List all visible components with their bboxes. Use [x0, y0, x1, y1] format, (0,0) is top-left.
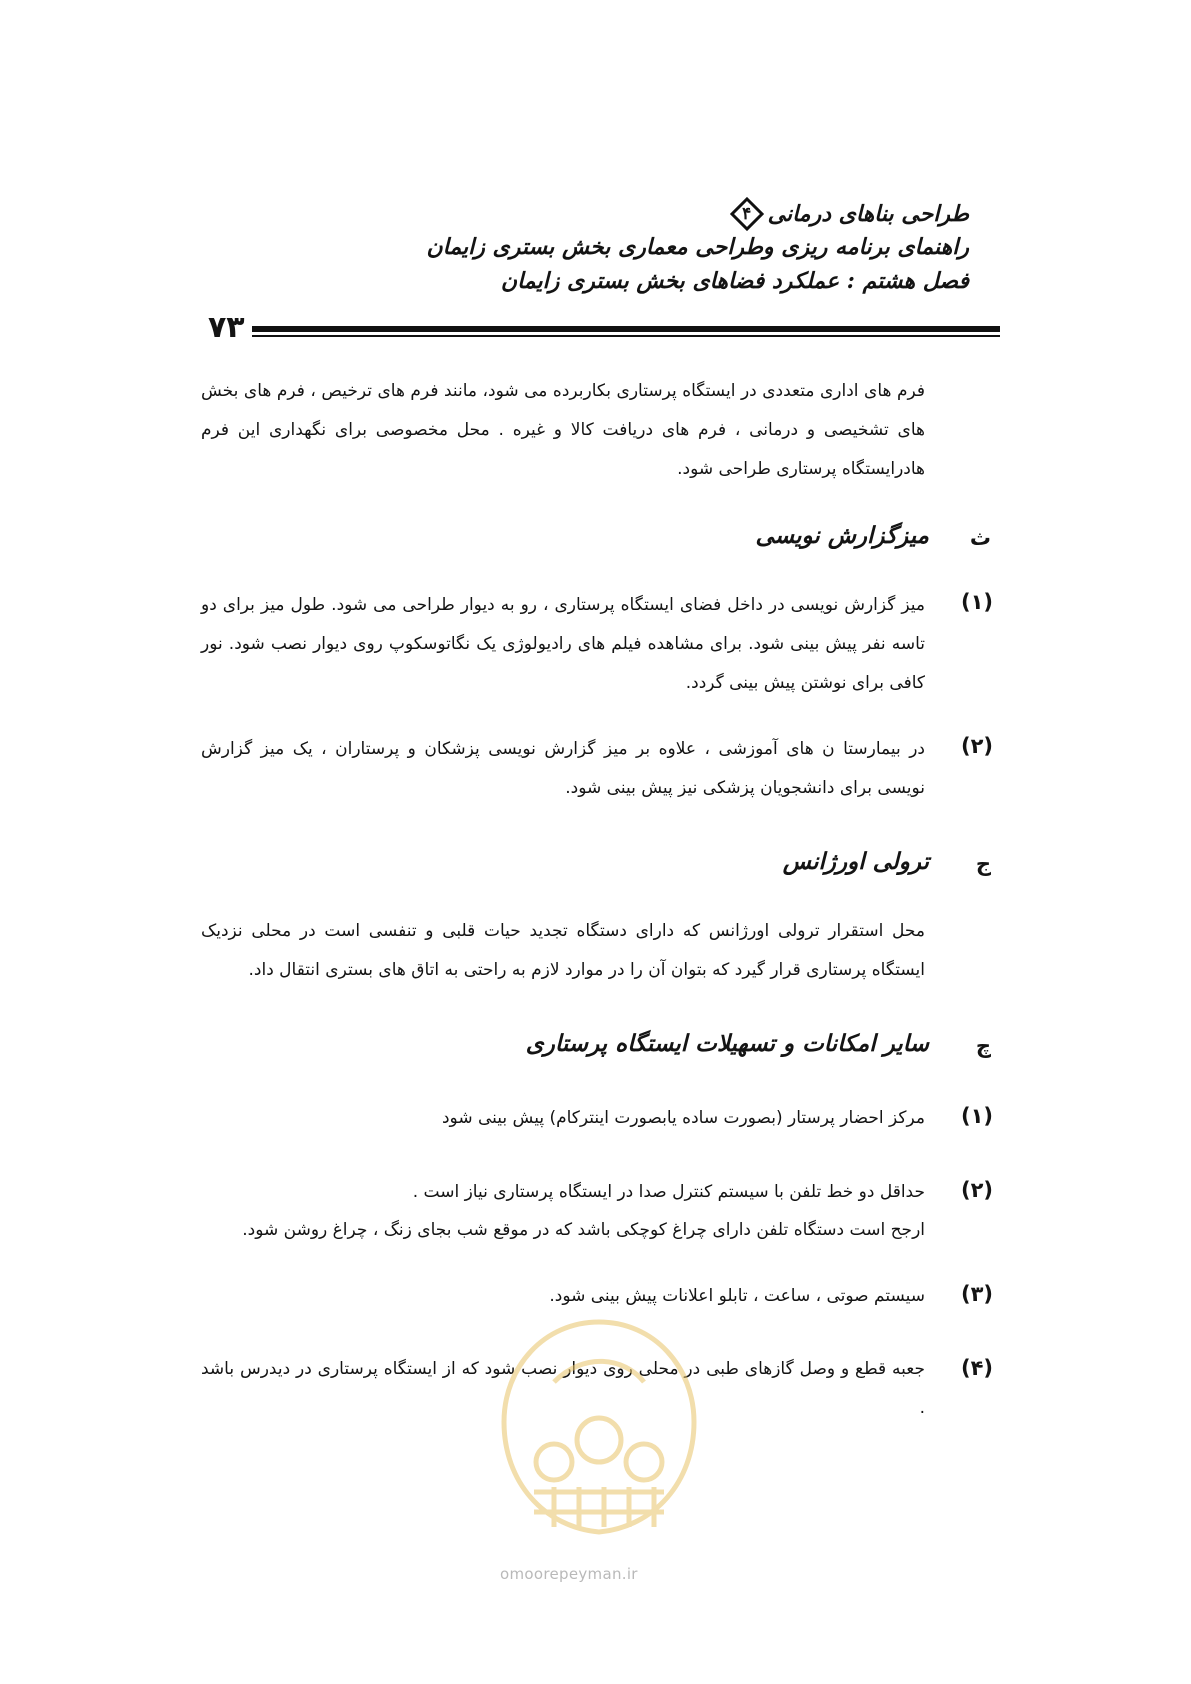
- section-heading-che: سایر امکانات و تسهیلات ایستگاه پرستاری: [525, 1030, 929, 1057]
- section-heading-jim: ترولی اورژانس: [782, 848, 929, 875]
- header-title-row: [730, 197, 969, 231]
- header-title: طراحی بناهای درمانی: [767, 201, 969, 227]
- item-number: (۳): [960, 1282, 993, 1306]
- item-number: (۱): [960, 1104, 993, 1128]
- header-chapter: فصل هشتم : عملکرد فضاهای بخش بستری زایمان: [500, 268, 969, 294]
- section-paragraph-jim: محل استقرار ترولی اورژانس که دارای دستگاه تجدید حیات قلبی و تنفسی است در محلی نزدیک ایستگاه پرستاری قرار گیرد که بتوان آن را در موارد لازم به راحتی به اتاق های بستری انتقال داد.: [201, 921, 925, 980]
- item-number: (۴): [960, 1356, 993, 1380]
- item-text: میز گزارش نویسی در داخل فضای ایستگاه پرستاری ، رو به دیوار طراحی می شود. طول میز برای دو تاسه نفر پیش بینی شود. برای مشاهده فیلم های رادیولوژی یک نگاتوسکوپ روی دیوار نصب شود. نور کافی برای نوشتن پیش بینی گردد.: [201, 595, 925, 693]
- volume-number: ۴: [742, 204, 752, 224]
- item-text: در بیمارستا ن های آموزشی ، علاوه بر میز گزارش نویسی پزشکان و پرستاران ، یک میز گزارش نویسی برای دانشجویان پزشکی نیز پیش بینی شود.: [201, 739, 925, 798]
- watermark-site: omoorepeyman.ir: [500, 1565, 638, 1583]
- section-letter-jim: ج: [975, 852, 991, 876]
- header-subtitle: راهنمای برنامه ریزی وطراحی معماری بخش بستری زایمان: [426, 234, 969, 260]
- header-rule-thin: [252, 335, 1000, 337]
- volume-badge: [730, 197, 764, 231]
- item-text: جعبه قطع و وصل گازهای طبی در محلی روی دیوار نصب شود که از ایستگاه پرستاری در دیدرس باشد .: [201, 1359, 925, 1418]
- item-number: (۲): [960, 734, 993, 758]
- section-letter-th: ث: [969, 526, 991, 550]
- page-number: ۷۳: [208, 310, 245, 345]
- section-heading-th: میزگزارش نویسی: [755, 522, 929, 549]
- header-rule: [252, 326, 1000, 332]
- item-number: (۲): [960, 1178, 993, 1202]
- item-text: مرکز احضار پرستار (بصورت ساده یابصورت اینترکام) پیش بینی شود: [441, 1108, 925, 1128]
- watermark-logo: [494, 1312, 704, 1542]
- item-text: سیستم صوتی ، ساعت ، تابلو اعلانات پیش بینی شود.: [549, 1286, 925, 1306]
- item-number: (۱): [960, 590, 993, 614]
- section-letter-che: چ: [975, 1034, 991, 1058]
- item-text-continuation: ارجح است دستگاه تلفن دارای چراغ کوچکی باشد که در موقع شب بجای زنگ ، چراغ روشن شود.: [242, 1220, 925, 1240]
- item-text: حداقل دو خط تلفن با سیستم کنترل صدا در ایستگاه پرستاری نیاز است .: [412, 1182, 925, 1202]
- intro-paragraph: فرم های اداری متعددی در ایستگاه پرستاری بکاربرده می شود، مانند فرم های ترخیص ، فرم های بخش های تشخیصی و درمانی ، فرم های دریافت کالا و غیره . محل مخصوصی برای نگهداری این فرم هادرایستگاه پرستاری طراحی شود.: [201, 381, 925, 479]
